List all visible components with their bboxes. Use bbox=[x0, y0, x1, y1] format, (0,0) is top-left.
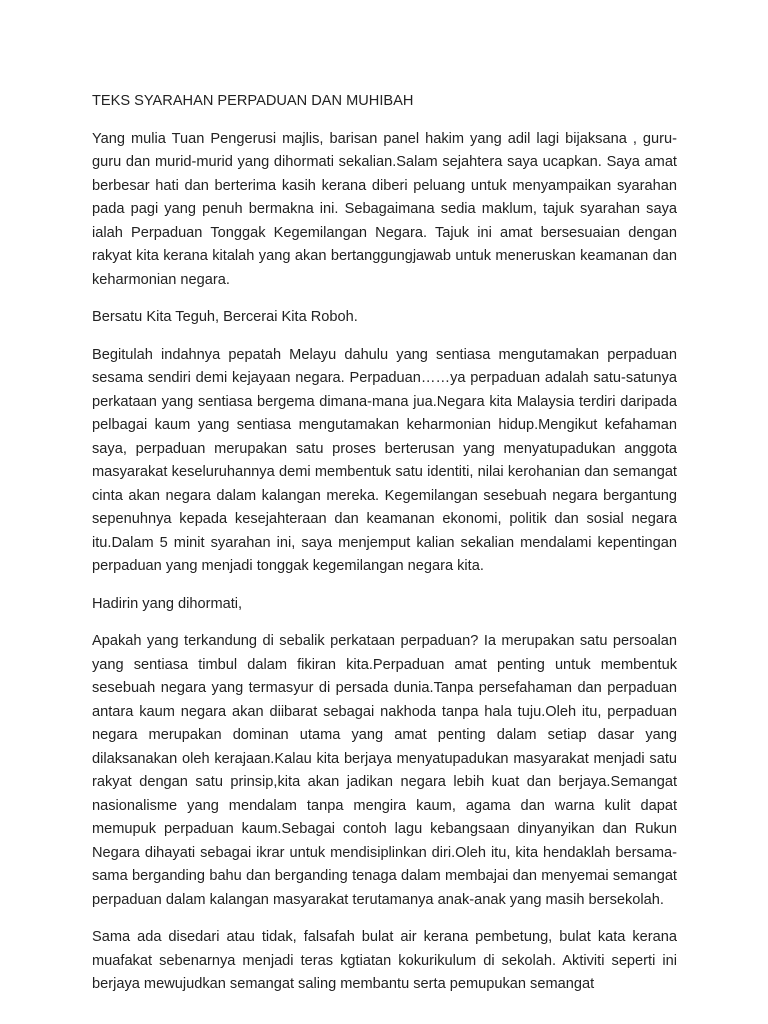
document-title: TEKS SYARAHAN PERPADUAN DAN MUHIBAH bbox=[92, 93, 414, 109]
paragraph-falsafah: Sama ada disedari atau tidak, falsafah bulat air kerana pembetung, bulat kata kerana muafakat sebenarnya menjadi teras kgtiatan kokurikulum di sekolah. Aktiviti seperti ini berjaya mewujudkan semangat saling membantu serta pemupukan semangat bbox=[92, 929, 677, 992]
paragraph-question: Apakah yang terkandung di sebalik perkataan perpaduan? Ia merupakan satu persoalan yang sentiasa timbul dalam fikiran kita.Perpaduan amat penting untuk membentuk sesebuah negara yang termasyur di persada dunia.Tanpa persefahaman dan perpaduan antara kaum negara akan diibarat sebagai nakhoda tanpa hala tuju.Oleh itu, perpaduan negara merupakan dominan utama yang amat penting dalam setiap dasar yang dilaksanakan oleh kerajaan.Kalau kita berjaya menyatupadukan masyarakat menjadi satu rakyat dengan satu prinsip,kita akan jadikan negara lebih kuat dan berjaya.Semangat nasionalisme yang mendalam tanpa mengira kaum, agama dan warna kulit dapat memupuk perpaduan kaum.Sebagai contoh lagu kebangsaan dinyanyikan dan Rukun Negara dihayati sebagai ikrar untuk mendisiplinkan diri.Oleh itu, kita hendaklah bersama-sama berganding bahu dan berganding tenaga dalam membajai dan menyemai semangat perpaduan dalam kalangan masyarakat terutamanya anak-anak yang masih bersekolah. bbox=[92, 633, 677, 908]
paragraph-perpaduan: Begitulah indahnya pepatah Melayu dahulu yang sentiasa mengutamakan perpaduan sesama sendiri demi kejayaan negara. Perpaduan……ya perpaduan adalah satu-satunya perkataan yang sentiasa bergema dimana-mana jua.Negara kita Malaysia terdiri daripada pelbagai kaum yang sentiasa mengutamakan keharmonian hidup.Mengikut kefahaman saya, perpaduan merupakan satu proses berterusan yang menyatupadukan anggota masyarakat keseluruhannya demi membentuk satu identiti, nilai kerohanian dan semangat cinta akan negara dalam kalangan mereka. Kegemilangan sesebuah negara bergantung sepenuhnya kepada kesejahteraan dan keamanan ekonomi, politik dan sosial negara itu.Dalam 5 minit syarahan ini, saya menjemput kalian sekalian mendalami kepentingan perpaduan yang menjadi tonggak kegemilangan negara kita. bbox=[92, 346, 677, 574]
paragraph-opening: Yang mulia Tuan Pengerusi majlis, barisan panel hakim yang adil lagi bijaksana , guru-guru dan murid-murid yang dihormati sekalian.Salam sejahtera saya ucapkan. Saya amat berbesar hati dan berterima kasih kerana diberi peluang untuk menyampaikan syarahan pada pagi yang penuh bermakna ini. Sebagaimana sedia maklum, tajuk syarahan saya ialah Perpaduan Tonggak Kegemilangan Negara. Tajuk ini amat bersesuaian dengan rakyat kita kerana kitalah yang akan bertanggungjawab untuk meneruskan keamanan dan keharmonian negara. bbox=[92, 130, 677, 288]
paragraph-greeting: Hadirin yang dihormati, bbox=[92, 595, 243, 612]
paragraph-proverb: Bersatu Kita Teguh, Bercerai Kita Roboh. bbox=[92, 309, 358, 325]
